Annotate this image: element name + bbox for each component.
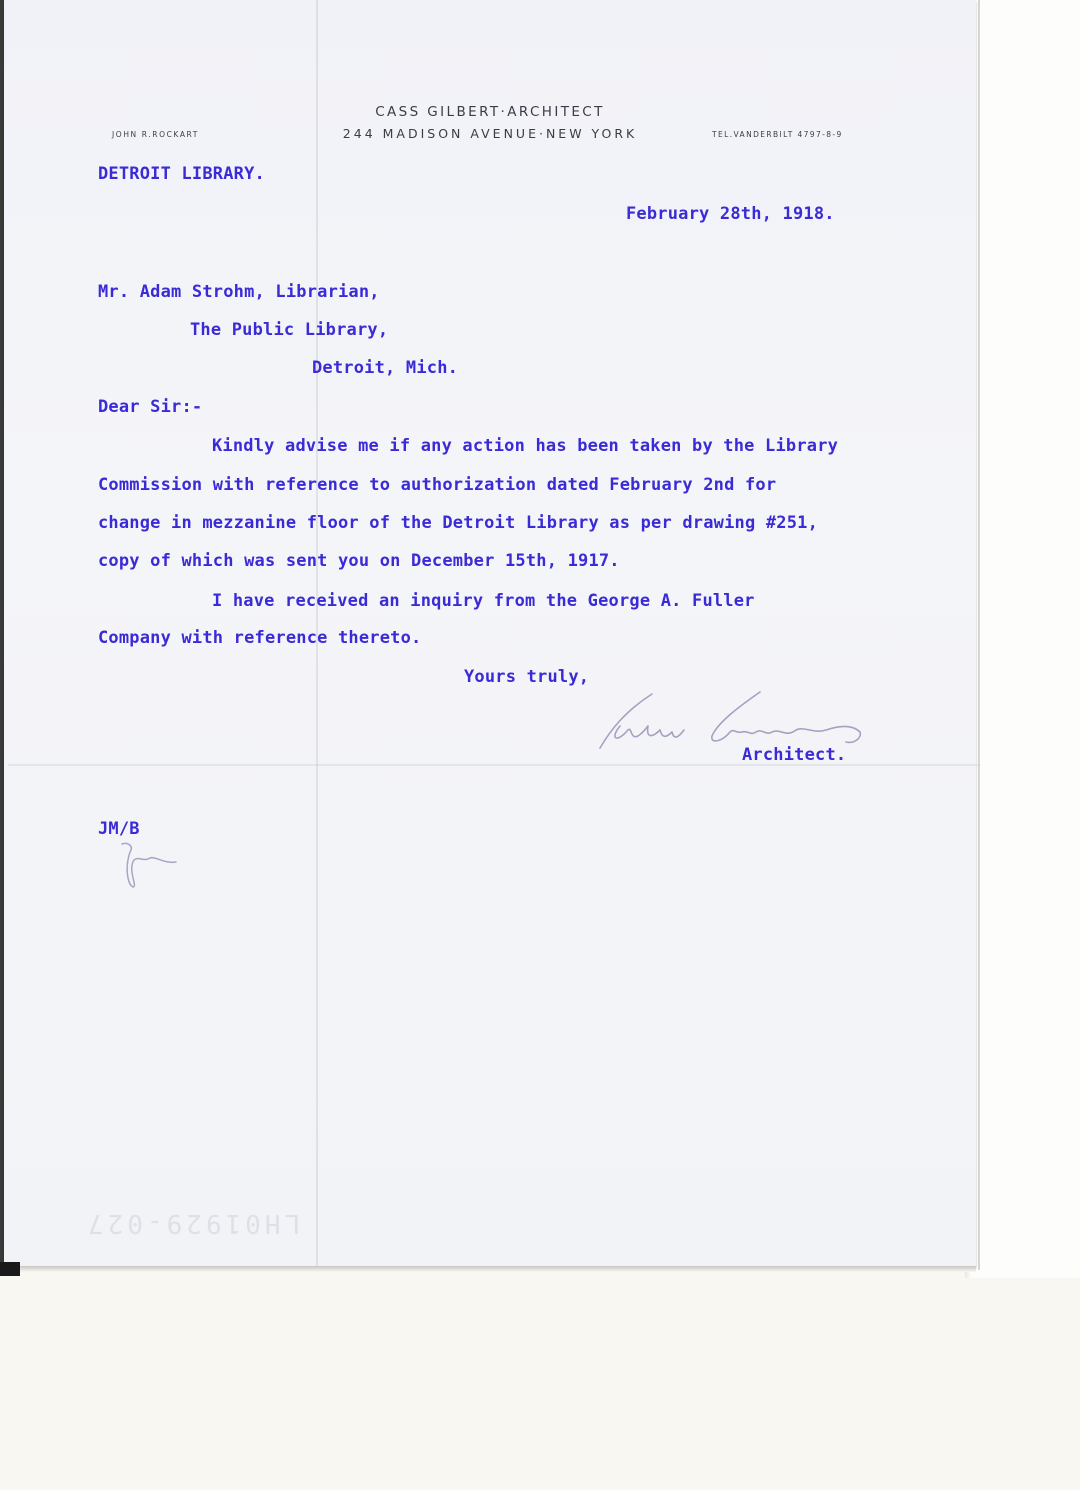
archive-stamp-mirror: LH01929-027 — [84, 1208, 301, 1238]
body-line: Company with reference thereto. — [98, 628, 422, 648]
body-line: Commission with reference to authorization dated February 2nd for — [98, 475, 777, 495]
body-line: Kindly advise me if any action has been taken by the Library — [212, 436, 839, 456]
letterhead-address: 244 MADISON AVENUE·NEW YORK — [342, 126, 638, 141]
body-line: change in mezzanine floor of the Detroit Library as per drawing #251, — [98, 513, 819, 533]
signer-title: Architect. — [742, 745, 847, 765]
letterhead-telephone: TEL.VANDERBILT 4797-8-9 — [712, 130, 843, 139]
recipient-line-1: Mr. Adam Strohm, Librarian, — [98, 282, 380, 302]
letterhead-associate: JOHN R.ROCKART — [112, 130, 199, 139]
typist-initials: JM/B — [98, 819, 140, 839]
reference-line: DETROIT LIBRARY. — [98, 164, 265, 184]
handwritten-initial-mark — [114, 838, 184, 898]
recipient-line-2: The Public Library, — [190, 320, 389, 340]
closing: Yours truly, — [464, 667, 590, 687]
letterhead-firm: CASS GILBERT·ARCHITECT — [375, 104, 605, 120]
scanner-background — [965, 0, 1080, 1278]
letter-date: February 28th, 1918. — [626, 204, 835, 224]
recipient-line-3: Detroit, Mich. — [312, 358, 459, 378]
body-line: copy of which was sent you on December 15th, 1917. — [98, 551, 620, 571]
scan-edge-right — [978, 0, 980, 1270]
scan-corner — [0, 1262, 20, 1276]
salutation: Dear Sir:- — [98, 397, 203, 417]
body-line: I have received an inquiry from the George A. Fuller — [212, 591, 755, 611]
sheet-shadow — [4, 1266, 976, 1272]
letter-sheet — [4, 0, 976, 1266]
